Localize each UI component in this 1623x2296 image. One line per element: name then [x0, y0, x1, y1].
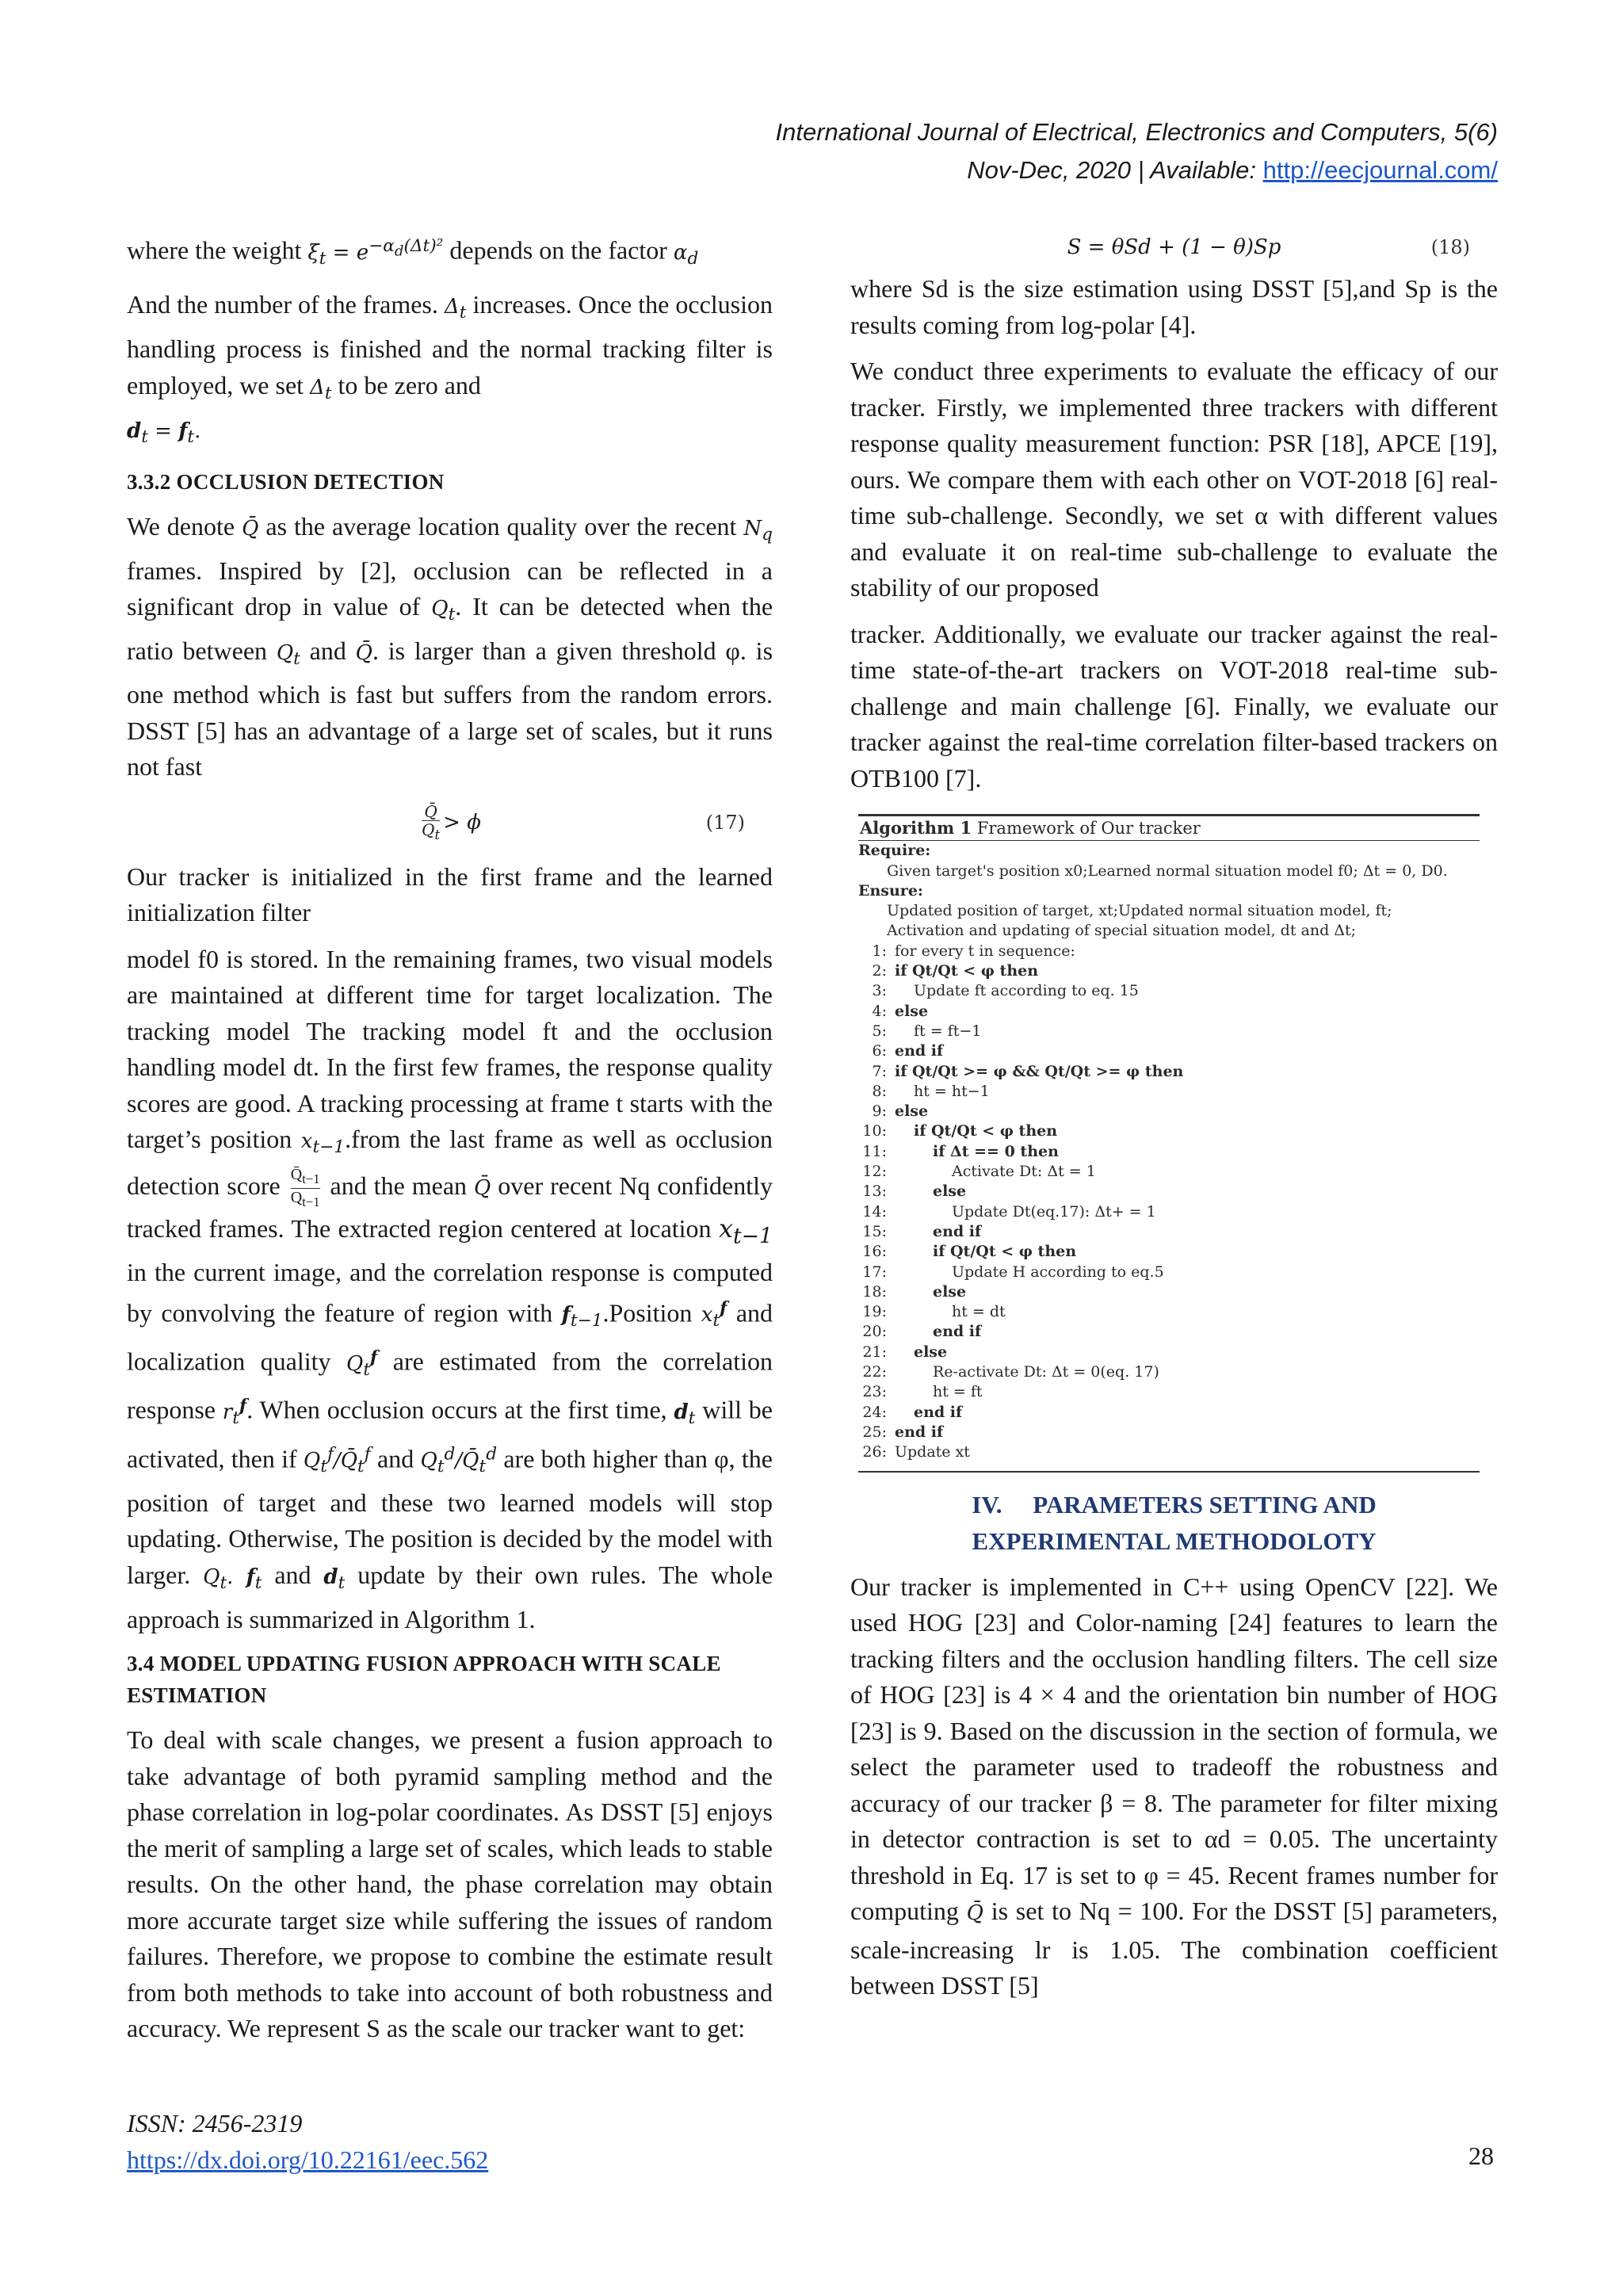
algorithm-line-text: if Qt/Qt < φ then: [914, 1122, 1058, 1140]
algorithm-line-number: 5:: [872, 1022, 887, 1040]
algorithm-line-number: 7:: [872, 1062, 887, 1080]
algorithm-line: [858, 1442, 1480, 1462]
algorithm-line-number: 21:: [862, 1343, 887, 1361]
paragraph-occlusion-detection: We denote Q̄ as the average location quality over the recent $N_q$ frames. Inspired by [2], occlusion can be reflected in a significant drop in value of $Q_t$. It can be detected when the ratio between $Q_t$ and Q̄. is larger than a given threshold φ. is one method which is fast but suffers from the random errors. DSST [5] has an advantage of a large set of scales, but it runs not fast: [127, 511, 773, 781]
section-3-4-heading: 3.4 MODEL UPDATING FUSION APPROACH WITH SCALE ESTIMATION: [127, 1652, 721, 1708]
algorithm-line: [858, 1382, 1480, 1402]
algorithm-line-text: if Qt/Qt >= φ && Qt/Qt >= φ then: [895, 1062, 1184, 1080]
algorithm-line-number: 12:: [862, 1163, 887, 1181]
paragraph-weight: where the weight $\xi_t = e^{-\alpha_d(\Delta t)^2}$ depends on the factor $\alpha_d$: [127, 235, 699, 269]
algorithm-line-text: if Qt/Qt < φ then: [933, 1243, 1077, 1261]
algorithm-line: [858, 1002, 1480, 1022]
algorithm-line-text: ht = dt: [952, 1303, 1006, 1321]
algorithm-line: [858, 1343, 1480, 1362]
algorithm-line-number: 2:: [872, 962, 887, 980]
paragraph-sd-sp: where Sd is the size estimation using DSST [5],and Sp is the results coming from log-polar [4].: [850, 274, 1498, 339]
algorithm-line-number: 4:: [872, 1002, 887, 1020]
journal-header: [705, 113, 1498, 189]
paragraph-fusion: To deal with scale changes, we present a fusion approach to take advantage of both pyramid sampling method and the phase correlation in log-polar coordinates. As DSST [5] enjoys the merit of sampling a large set of scales, which leads to stable results. On the other hand, the phase correlation may obtain more accurate target size while suffering the issues of random failures. Therefore, we propose to combine the estimate result from both methods to take into account of both robustness and accuracy. We represent S as the scale our tracker want to get:: [127, 1725, 773, 2043]
algorithm-line-text: end if: [895, 1042, 944, 1060]
algorithm-line: [858, 961, 1480, 981]
algorithm-line-number: 1:: [872, 942, 887, 960]
algorithm-line-text: else: [895, 1002, 929, 1020]
algorithm-line: [858, 1282, 1480, 1302]
algorithm-lines: [858, 942, 1480, 1463]
algorithm-line: [858, 1202, 1480, 1222]
algorithm-line-number: 23:: [862, 1383, 887, 1401]
journal-link[interactable]: http://eecjournal.com/: [1262, 156, 1498, 184]
algorithm-line: [858, 1182, 1480, 1201]
algorithm-line-text: else: [933, 1282, 967, 1301]
equation-17: $\frac{Q̄}{Q_t}$ > ϕ (17): [422, 801, 745, 842]
algorithm-line-number: 13:: [862, 1182, 887, 1201]
algorithm-line: [858, 1403, 1480, 1423]
paragraph-parameters: Our tracker is implemented in C++ using OpenCV [22]. We used HOG [23] and Color-naming [24] features to learn the tracking filters and the occlusion handling filters. The cell size of HOG [23] is 4 × 4 and the orientation bin number of HOG [23] is 9. Based on the discussion in the section of formula, we select the parameter used to tradeoff the robustness and accuracy of our tracker β = 8. The parameter for filter mixing in detector contraction is set to αd = 0.05. The uncertainty threshold in Eq. 17 is set to φ = 45. Recent frames number for computing Q̄ is set to Nq = 100. For the DSST [5] parameters, scale-increasing lr is 1.05. The combination coefficient between DSST [5]: [850, 1572, 1499, 2000]
algorithm-line-number: 10:: [862, 1122, 887, 1140]
algorithm-line-number: 26:: [862, 1443, 887, 1461]
algorithm-line: [858, 942, 1480, 961]
algorithm-line: [858, 1322, 1480, 1342]
section-3-3-2-heading: 3.3.2 OCCLUSION DETECTION: [127, 469, 445, 494]
algorithm-line: [858, 1142, 1480, 1162]
algorithm-line-text: if Qt/Qt < φ then: [895, 962, 1039, 980]
issn: ISSN: 2456-2319: [127, 2109, 303, 2137]
math-xi: $\xi_t = e^{-\alpha_d(\Delta t)^2}$: [307, 236, 444, 269]
algorithm-line: [858, 1041, 1480, 1061]
algorithm-line-number: 8:: [872, 1082, 887, 1100]
algorithm-line-number: 16:: [862, 1243, 887, 1261]
algorithm-line-text: end if: [933, 1222, 982, 1240]
algorithm-line: [858, 1062, 1480, 1082]
algorithm-line-text: end if: [933, 1323, 982, 1341]
algorithm-line: [858, 1362, 1480, 1382]
algorithm-line: [858, 1242, 1480, 1262]
paragraph-models: model f0 is stored. In the remaining frames, two visual models are maintained at different time for target localization. The tracking model The tracking model ft and the occlusion handling model dt. In the first few frames, the response quality scores are good. A tracking processing at frame t starts with the target’s position $x_{t-1}.from$ the last frame as well as occlusion detection score $\frac{Q̄_{t-1}}{Q_{t-1}}$ and the mean Q̄ over recent Nq confidently tracked frames. The extracted region centered at location $x_{t-1}$ in the current image, and the correlation response is computed by convolving the feature of region with $f_{t-1}.Position$ $x_t^f$ and localization quality $Q_t^f$ are estimated from the correlation response $r_t^f$. When occlusion occurs at the first time, $d_t$ will be activated, then if $Q_t^f/Q̄_t^f$ and $Q_t^d/Q̄_t^d$ are both higher than φ, the position of target and these two learned models will stop updating. Otherwise, The position is decided by the model with larger. $Q_t$. $f_t$ and $d_t$ update by their own rules. The whole approach is summarized in Algorithm 1.: [127, 944, 773, 1633]
algorithm-line-number: 22:: [862, 1363, 887, 1381]
algorithm-line-number: 17:: [862, 1263, 887, 1281]
algorithm-line-number: 14:: [862, 1202, 887, 1221]
algorithm-line-text: else: [895, 1102, 929, 1121]
paragraph-init: Our tracker is initialized in the first frame and the learned initialization filter: [127, 861, 773, 927]
algorithm-line-text: Update Dt(eq.17): Δt+ = 1: [952, 1202, 1156, 1221]
algorithm-line-text: ht = ht−1: [914, 1082, 990, 1100]
algorithm-line-number: 25:: [862, 1423, 887, 1441]
algorithm-line-text: end if: [914, 1403, 963, 1421]
algorithm-line-number: 15:: [862, 1222, 887, 1240]
journal-title: International Journal of Electrical, Electronics and Computers, 5(6): [775, 118, 1498, 146]
journal-issue: Nov-Dec, 2020 | Available: http://eecjournal.com/: [967, 156, 1498, 184]
algorithm-line-number: 24:: [862, 1403, 887, 1421]
algorithm-line-number: 20:: [862, 1323, 887, 1341]
algorithm-line-text: Update ft according to eq. 15: [914, 982, 1139, 1000]
algorithm-line-text: Activate Dt: Δt = 1: [952, 1163, 1096, 1181]
algorithm-title: Algorithm 1 Framework of Our tracker: [858, 816, 1480, 841]
right-column: [850, 228, 1498, 2015]
paragraph-experiments: We conduct three experiments to evaluate the efficacy of our tracker. Firstly, we implemented three trackers with different response quality measurement function: PSR [18], APCE [19], ours. We compare them with each other on VOT-2018 [6] real-time sub-challenge. Secondly, we set α with different values and evaluate it on real-time sub-challenge to evaluate the stability of our proposed: [850, 357, 1498, 602]
algorithm-line-text: for every t in sequence:: [895, 942, 1075, 960]
algorithm-line: [858, 1162, 1480, 1182]
algorithm-1-box: Algorithm 1 Framework of Our tracker Require: Given target's position x0;Learned normal situation model f0; Δt = 0, D0. Ensure: Updated position of target, xt;Updated normal situation model, ft; Activation and updating of special situation model, dt and Δt; 1: for every t in sequence: 2: if Qt/Qt < φ then 3: Update ft according to eq. 15 4: else 5: ft = ft−1 6: end if 7: if Qt/Qt >= φ && Qt/Qt >= φ then 8: ht = ht−1 9: else 10: if Qt/Qt < φ then 11: if Δt == 0 then 12: Activate Dt: Δt = 1 13: else 14: Update Dt(eq.17): Δt+ = 1 15: end if 16: if Qt/Qt < φ then 17: Update H according to eq.5 18: else 19: ht = dt 20: end if 21: else 22: Re-activate Dt: Δt = 0(eq. 17) 23: ht = ft 24: end if 25: end if 26: Update xt: [858, 814, 1480, 1473]
algorithm-line-number: 19:: [862, 1303, 887, 1321]
algorithm-line: [858, 981, 1480, 1001]
paragraph-frames: And the number of the frames. $\Delta_t$ increases. Once the occlusion handling process is finished and the normal tracking filter is employed, we set $\Delta_t$ to be zero and $d_t = f_t$.: [127, 290, 773, 448]
algorithm-line-text: Update xt: [895, 1443, 970, 1461]
algorithm-line-text: else: [933, 1182, 967, 1201]
equation-18: S = θSd + (1 − θ)Sp (18): [1067, 235, 1470, 260]
section-iv-heading: IV. PARAMETERS SETTING AND EXPERIMENTAL METHODOLOTY: [972, 1490, 1377, 1555]
algorithm-line: [858, 1082, 1480, 1102]
algorithm-line: [858, 1102, 1480, 1121]
algorithm-line-text: ft = ft−1: [914, 1022, 982, 1040]
algorithm-line-text: ht = ft: [933, 1383, 983, 1401]
algorithm-line-number: 6:: [872, 1042, 887, 1060]
algorithm-line-number: 3:: [872, 982, 887, 1000]
algorithm-line-text: Re-activate Dt: Δt = 0(eq. 17): [933, 1363, 1159, 1381]
algorithm-line: [858, 1121, 1480, 1141]
algorithm-line: [858, 1022, 1480, 1041]
algorithm-line: [858, 1302, 1480, 1322]
algorithm-line-text: if Δt == 0 then: [933, 1142, 1059, 1160]
algorithm-line-text: else: [914, 1343, 948, 1361]
algorithm-line-number: 11:: [862, 1142, 887, 1160]
left-column: [127, 228, 773, 2057]
paragraph-experiments-cont: tracker. Additionally, we evaluate our tracker against the real-time state-of-the-art trackers on VOT-2018 real-time sub-challenge and main challenge [6]. Finally, we evaluate our tracker against the real-time correlation filter-based trackers on OTB100 [7].: [850, 619, 1498, 793]
math-alpha-d: $\alpha_d$: [673, 240, 699, 269]
algorithm-line-text: Update H according to eq.5: [952, 1263, 1164, 1281]
page-number: 28: [1468, 2141, 1494, 2170]
algorithm-line-number: 18:: [862, 1282, 887, 1301]
algorithm-line-number: 9:: [872, 1102, 887, 1121]
doi-link[interactable]: https://dx.doi.org/10.22161/eec.562: [127, 2145, 489, 2174]
footer: [127, 2105, 488, 2178]
algorithm-line: [858, 1263, 1480, 1282]
algorithm-line: [858, 1222, 1480, 1242]
algorithm-line: [858, 1423, 1480, 1442]
algorithm-line-text: end if: [895, 1423, 944, 1441]
